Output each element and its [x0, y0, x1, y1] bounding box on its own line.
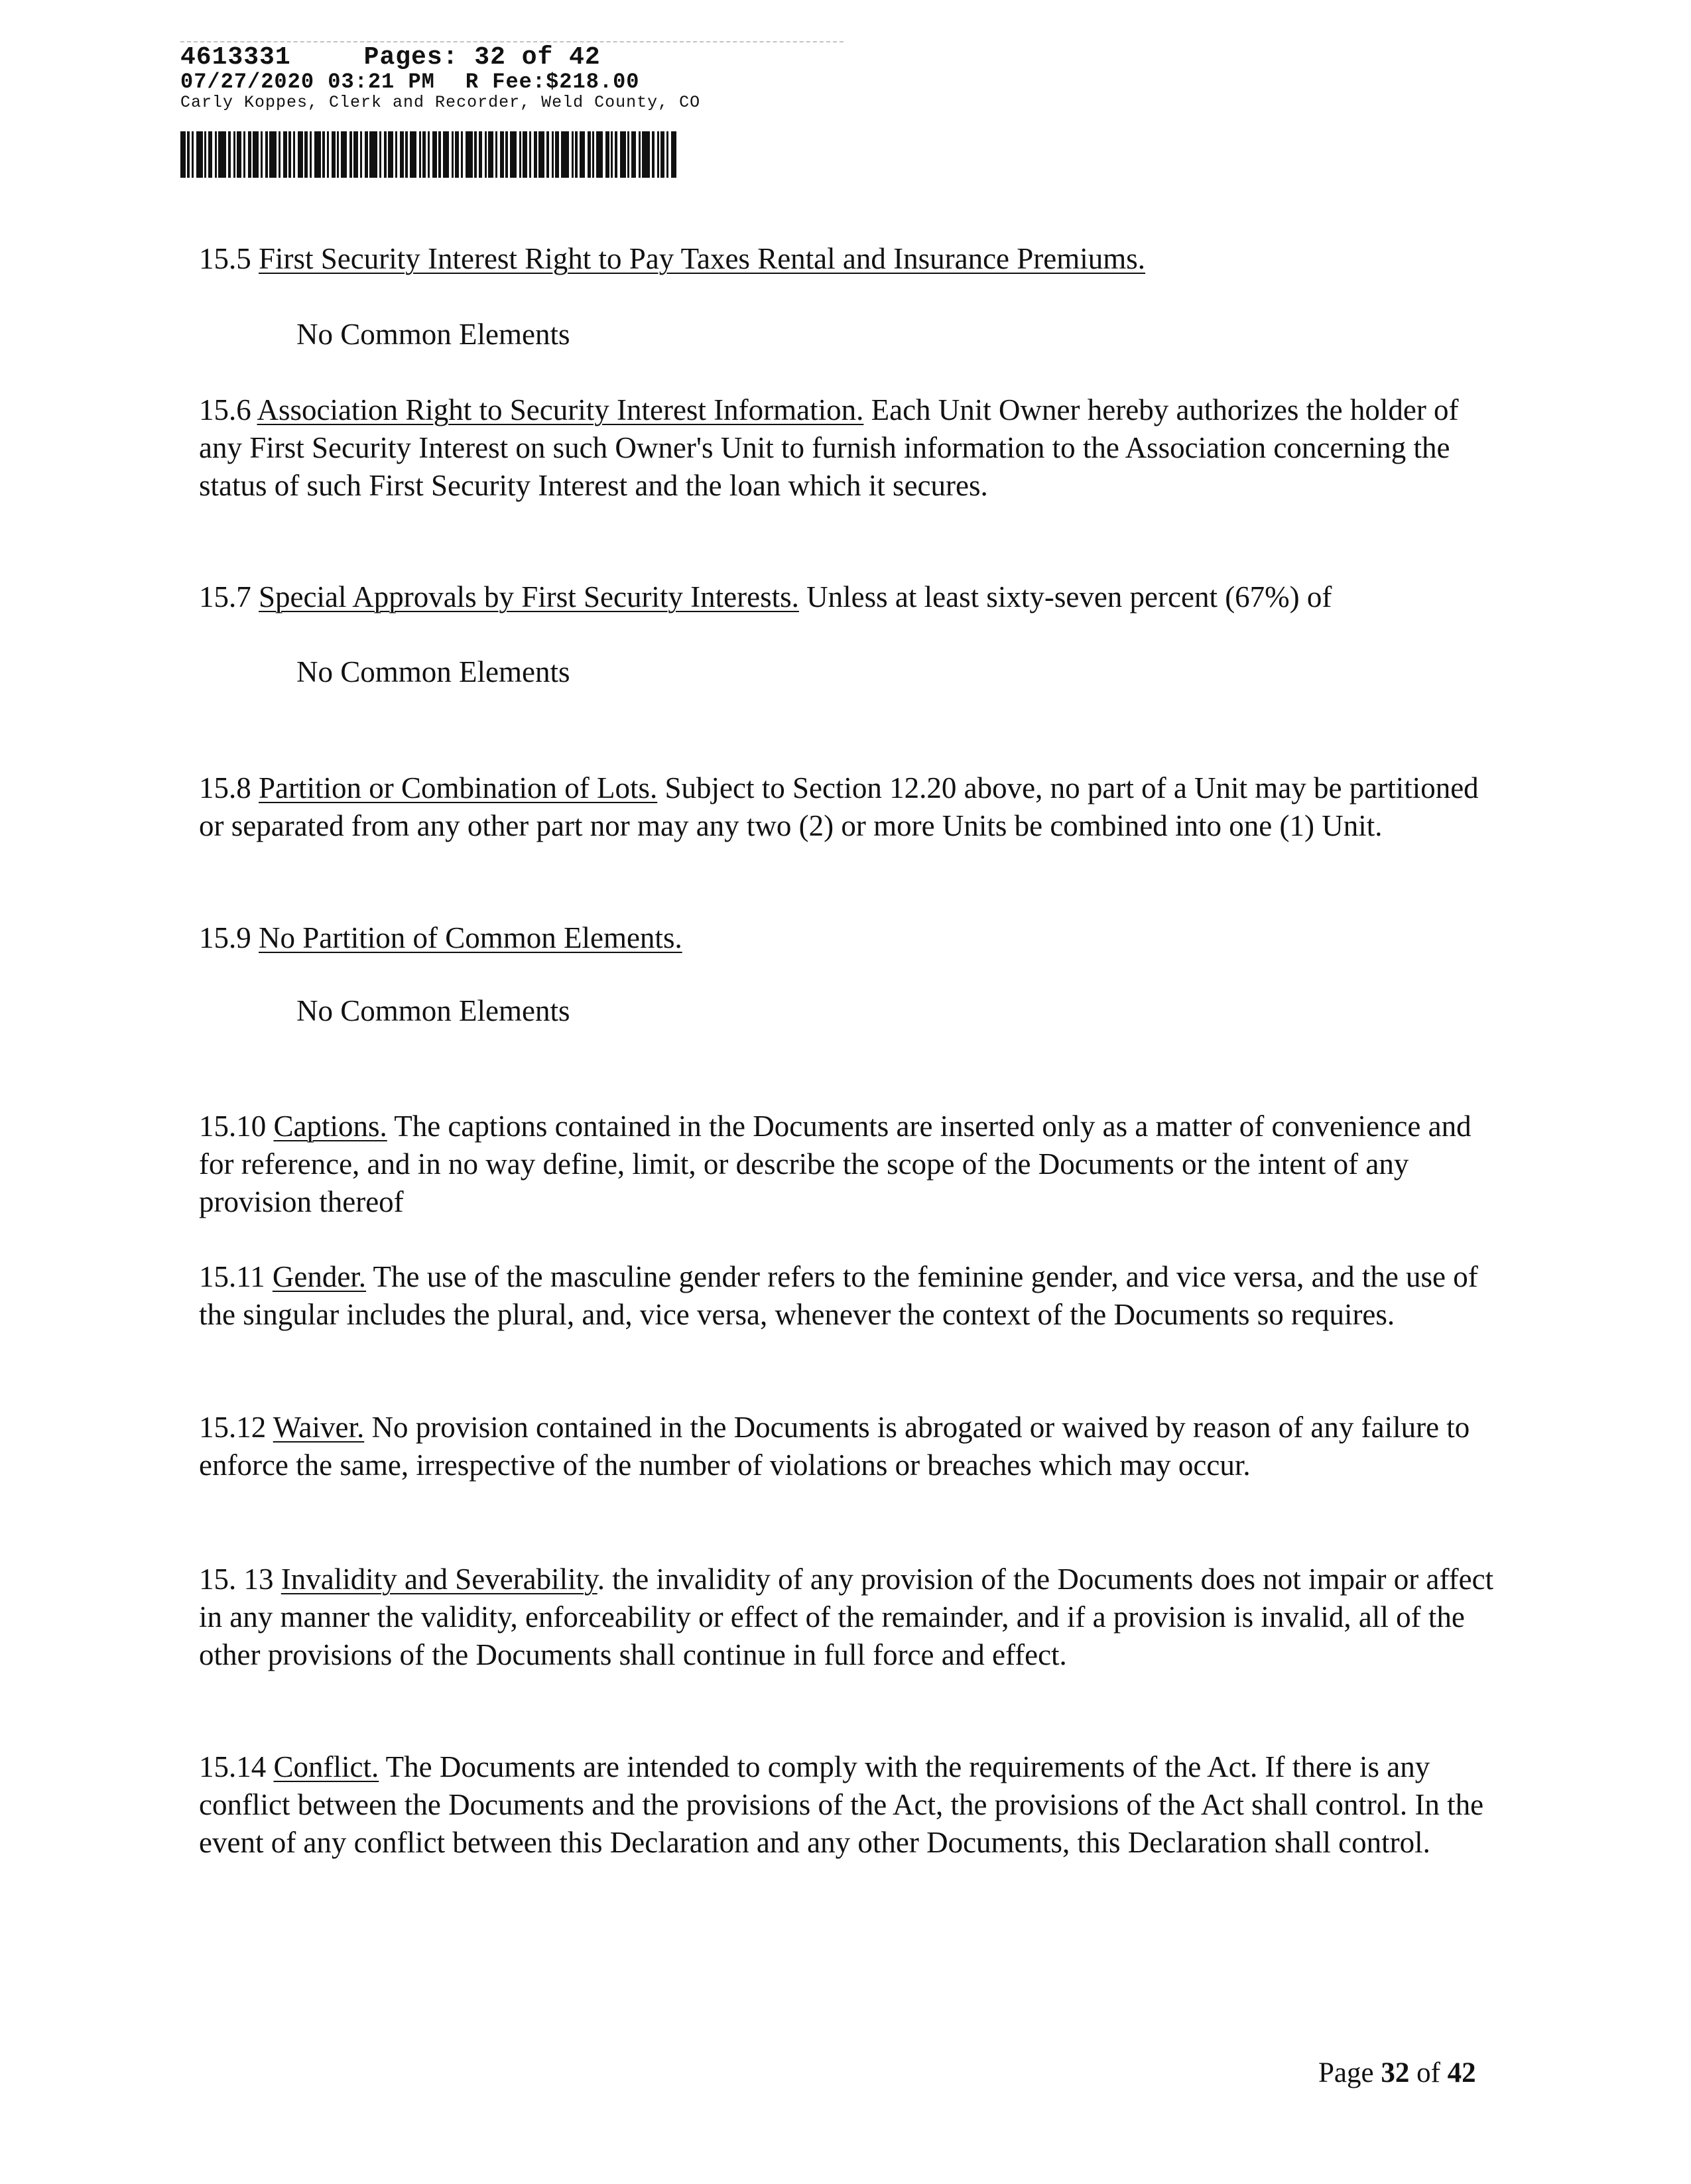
section-body: The use of the masculine gender refers to the feminine gender, and vice versa, and the use of the singular includes the plural, and, vice versa, whenever the context of the Documents so requires. — [199, 1260, 1478, 1331]
barcode-bar — [304, 131, 308, 178]
barcode-bar — [388, 131, 393, 178]
barcode-bar — [592, 131, 594, 178]
barcode-bar — [208, 131, 212, 178]
barcode-bar — [327, 131, 329, 178]
barcode-bar — [237, 131, 241, 178]
section-number: 15.8 — [199, 771, 251, 804]
barcode-bar — [479, 131, 482, 178]
barcode-bar — [538, 131, 544, 178]
barcode-bar — [243, 131, 245, 178]
recording-stamp — [180, 45, 700, 111]
barcode-bar — [572, 131, 574, 178]
barcode-bar — [405, 131, 408, 178]
section-15-13 — [199, 1561, 1499, 1674]
barcode-bar — [283, 131, 287, 178]
barcode-bar — [461, 131, 463, 178]
barcode-bar — [365, 131, 368, 178]
barcode-bar — [293, 131, 295, 178]
page-footer — [1318, 2056, 1476, 2090]
barcode-bar — [575, 131, 578, 178]
barcode-bar — [611, 131, 613, 178]
barcode-bar — [400, 131, 404, 178]
barcode-bar — [337, 131, 339, 178]
barcode-bar — [428, 131, 430, 178]
section-body: No provision contained in the Documents is abrogated or waived by reason of any failure to enforce the same, irrespective of the number of violations or breaches which may occur. — [199, 1411, 1470, 1482]
no-common-elements-note: No Common Elements — [296, 655, 570, 688]
section-heading: Waiver. — [273, 1411, 365, 1444]
barcode-bar — [488, 131, 493, 178]
barcode-bar — [196, 131, 203, 178]
section-15-14 — [199, 1748, 1499, 1862]
barcode-bar — [466, 131, 473, 178]
section-heading: Invalidity and Severability — [281, 1563, 597, 1596]
stamp-line-2 — [180, 72, 700, 93]
barcode-bar — [523, 131, 527, 178]
barcode-bar — [639, 131, 641, 178]
barcode-bar — [298, 131, 303, 178]
section-heading: Partition or Combination of Lots. — [259, 771, 658, 804]
section-15-5 — [199, 240, 1499, 278]
barcode-bar — [596, 131, 603, 178]
barcode-bar — [452, 131, 454, 178]
barcode-bar — [438, 131, 441, 178]
barcode-bar — [605, 131, 609, 178]
section-heading: Captions. — [273, 1110, 387, 1143]
section-15-6 — [199, 391, 1499, 505]
section-heading: Association Right to Security Interest Information. — [257, 393, 864, 426]
barcode-bar — [657, 131, 659, 178]
barcode-bar — [485, 131, 487, 178]
section-body: Unless at least sixty-seven percent (67%) of — [806, 580, 1332, 613]
barcode-bar — [652, 131, 655, 178]
barcode-bar — [546, 131, 549, 178]
section-15-8 — [199, 769, 1499, 845]
barcode-bar — [369, 131, 377, 178]
barcode-bar — [510, 131, 517, 178]
barcode-bar — [500, 131, 504, 178]
stamp-line-3: Carly Koppes, Clerk and Recorder, Weld County, CO — [180, 93, 701, 112]
section-heading: Special Approvals by First Security Interests. — [259, 580, 799, 613]
no-common-elements-note: No Common Elements — [296, 318, 570, 351]
barcode-bar — [455, 131, 459, 178]
barcode-bar — [419, 131, 421, 178]
total-pages: 42 — [1447, 2057, 1476, 2088]
barcode-image — [180, 131, 890, 178]
barcode-bar — [341, 131, 347, 178]
section-heading: First Security Interest Right to Pay Taxes Rental and Insurance Premiums. — [259, 242, 1146, 275]
barcode-bar — [261, 131, 263, 178]
section-number: 15.9 — [199, 921, 251, 954]
section-body: Each Unit Owner hereby authorizes the holder of any First Security Interest on such Owner's Unit to furnish information to the Association concerning the status of such First Security Interest and the loan which it secures. — [199, 393, 1459, 502]
section-number: 15.5 — [199, 242, 251, 275]
barcode-bar — [580, 131, 585, 178]
barcode-bar — [443, 131, 449, 178]
barcode-bar — [265, 131, 268, 178]
section-heading: Conflict. — [273, 1750, 379, 1783]
section-body: . the invalidity of any provision of the Documents does not impair or affect in any manner the validity, enforceability or effect of the remainder, and if a provision is invalid, all of the other provisions of the Documents shall continue in full force and effect. — [199, 1563, 1494, 1671]
section-15-10 — [199, 1108, 1499, 1221]
section-number: 15.12 — [199, 1411, 267, 1444]
barcode-bar — [384, 131, 387, 178]
barcode-bar — [332, 131, 336, 178]
barcode-bar — [228, 131, 231, 178]
barcode-bar — [474, 131, 477, 178]
barcode-bar — [495, 131, 497, 178]
barcode-bar — [233, 131, 235, 178]
pages-label: Pages: — [363, 43, 459, 72]
barcode-bar — [395, 131, 397, 178]
section-number: 15.11 — [199, 1260, 265, 1293]
barcode-bar — [534, 131, 537, 178]
section-15-9 — [199, 919, 1499, 957]
barcode-bar — [422, 131, 426, 178]
barcode-bar — [666, 131, 668, 178]
barcode-bar — [561, 131, 569, 178]
barcode-bar — [671, 131, 676, 178]
barcode-bar — [627, 131, 629, 178]
section-number: 15.6 — [199, 393, 251, 426]
barcode-bar — [215, 131, 217, 178]
section-15-7 — [199, 578, 1499, 616]
recording-fee: R Fee:$218.00 — [465, 70, 640, 94]
of-word: of — [1416, 2057, 1440, 2088]
barcode-bar — [631, 131, 636, 178]
barcode-bar — [519, 131, 521, 178]
barcode-bar — [253, 131, 259, 178]
section-body: The captions contained in the Documents are inserted only as a matter of convenience and for reference, and in no way define, limit, or describe the scope of the Documents or the intent of any provision thereof — [199, 1110, 1472, 1218]
barcode-bar — [353, 131, 358, 178]
barcode-bar — [660, 131, 664, 178]
barcode-bar — [269, 131, 277, 178]
barcode-bar — [310, 131, 312, 178]
barcode-bar — [218, 131, 226, 178]
section-number: 15. 13 — [199, 1563, 274, 1596]
section-body: Subject to Section 12.20 above, no part of a Unit may be partitioned or separated from any other part nor may any two (2) or more Units be combined into one (1) Unit. — [199, 771, 1479, 842]
barcode-bar — [360, 131, 362, 178]
section-15-12 — [199, 1409, 1499, 1484]
section-heading: Gender. — [272, 1260, 367, 1293]
reception-number: 4613331 — [180, 43, 291, 72]
barcode-bar — [615, 131, 617, 178]
section-number: 15.7 — [199, 580, 251, 613]
barcode-bar — [204, 131, 206, 178]
page-number: 32 — [1381, 2057, 1410, 2088]
barcode-bar — [349, 131, 352, 178]
barcode-bar — [322, 131, 325, 178]
barcode-bar — [187, 131, 190, 178]
section-body: The Documents are intended to comply with the requirements of the Act. If there is any conflict between the Documents and the provisions of the Act, the provisions of the Act shall control. In the event of any conflict between this Declaration and any other Documents, this Declaration shall control. — [199, 1750, 1484, 1859]
barcode-bar — [288, 131, 291, 178]
barcode-bar — [410, 131, 416, 178]
page-word: Page — [1318, 2057, 1374, 2088]
recorded-datetime: 07/27/2020 03:21 PM — [180, 70, 435, 94]
barcode-bar — [620, 131, 626, 178]
barcode-bar — [555, 131, 559, 178]
pages-value: 32 of 42 — [474, 43, 601, 72]
barcode-bar — [432, 131, 437, 178]
barcode-bar — [180, 131, 186, 178]
no-common-elements-note: No Common Elements — [296, 994, 570, 1027]
barcode-bar — [379, 131, 381, 178]
barcode-bar — [192, 131, 194, 178]
barcode-bar — [314, 131, 321, 178]
section-heading: No Partition of Common Elements. — [259, 921, 682, 954]
section-number: 15.10 — [199, 1110, 267, 1143]
barcode-bar — [642, 131, 650, 178]
section-number: 15.14 — [199, 1750, 267, 1783]
stamp-line-1 — [180, 45, 700, 70]
barcode-bar — [552, 131, 554, 178]
barcode-bar — [505, 131, 508, 178]
section-15-11 — [199, 1258, 1499, 1334]
barcode-bar — [248, 131, 251, 178]
barcode-bar — [588, 131, 591, 178]
barcode-bar — [279, 131, 281, 178]
barcode-bar — [529, 131, 531, 178]
